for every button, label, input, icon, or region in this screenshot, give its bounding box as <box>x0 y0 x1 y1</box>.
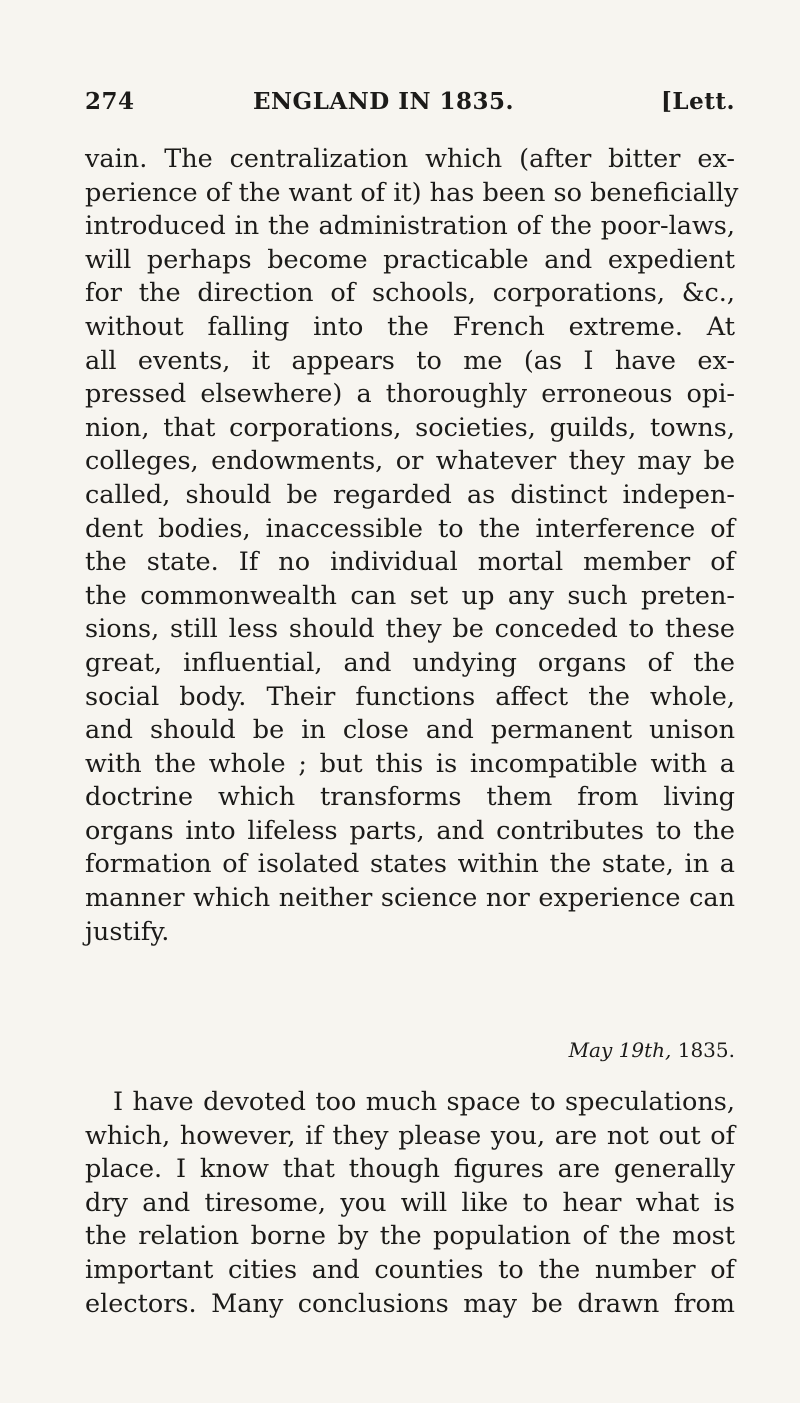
text-line: organs into lifeless parts, and contributes to the <box>85 815 735 846</box>
running-title: ENGLAND IN 1835. <box>253 88 514 115</box>
text-line: will perhaps become practicable and expedient <box>85 244 735 275</box>
text-line: introduced in the administration of the poor-laws, <box>85 211 735 242</box>
text-line: the state. If no individual mortal member of <box>85 547 735 578</box>
dateline-day: May 19th, <box>568 1038 672 1062</box>
text-line: all events, it appears to me (as I have ex- <box>85 345 735 376</box>
text-line: the relation borne by the population of the most <box>85 1221 735 1252</box>
text-line: the commonwealth can set up any such preten- <box>85 580 735 611</box>
text-line: vain. The centralization which (after bitter ex- <box>85 144 735 174</box>
text-line: with the whole ; but this is incompatible with a <box>85 748 735 779</box>
text-line: dent bodies, inaccessible to the interference of <box>85 513 735 544</box>
text-line: formation of isolated states within the state, in a <box>85 849 735 880</box>
text-line: great, influential, and undying organs of the <box>85 647 735 678</box>
text-line: colleges, endowments, or whatever they may be <box>85 446 735 477</box>
text-line: important cities and counties to the number of <box>85 1254 735 1285</box>
dateline-year: 1835. <box>677 1038 735 1062</box>
text-line: pressed elsewhere) a thoroughly erroneous opi- <box>85 379 735 410</box>
text-line: justify. <box>85 916 170 947</box>
text-line: and should be in close and permanent unison <box>85 715 735 746</box>
text-line: without falling into the French extreme. At <box>85 311 735 342</box>
text-line: I have devoted too much space to speculations, <box>113 1087 735 1117</box>
text-line: manner which neither science nor experience can <box>85 883 735 914</box>
text-line: nion, that corporations, societies, guilds, towns, <box>85 412 735 443</box>
text-line: perience of the want of it) has been so beneficially <box>85 177 739 208</box>
running-head <box>85 88 735 122</box>
paragraph-2 <box>85 1086 735 1321</box>
text-line: social body. Their functions affect the whole, <box>85 681 735 712</box>
letter-dateline <box>569 1038 735 1062</box>
text-line: called, should be regarded as distinct indepen- <box>85 479 735 510</box>
text-line: for the direction of schools, corporations, &c., <box>85 278 735 309</box>
text-line: place. I know that though figures are generally <box>85 1154 735 1185</box>
paragraph-1 <box>85 143 739 949</box>
page-number: 274 <box>85 88 135 115</box>
text-line: dry and tiresome, you will like to hear what is <box>85 1187 735 1218</box>
text-line: electors. Many conclusions may be drawn from <box>85 1288 735 1319</box>
text-line: sions, still less should they be conceded to these <box>85 614 735 645</box>
letter-reference: [Lett. <box>661 88 735 115</box>
text-line: which, however, if they please you, are not out of <box>85 1120 735 1151</box>
text-line: doctrine which transforms them from living <box>85 782 735 813</box>
